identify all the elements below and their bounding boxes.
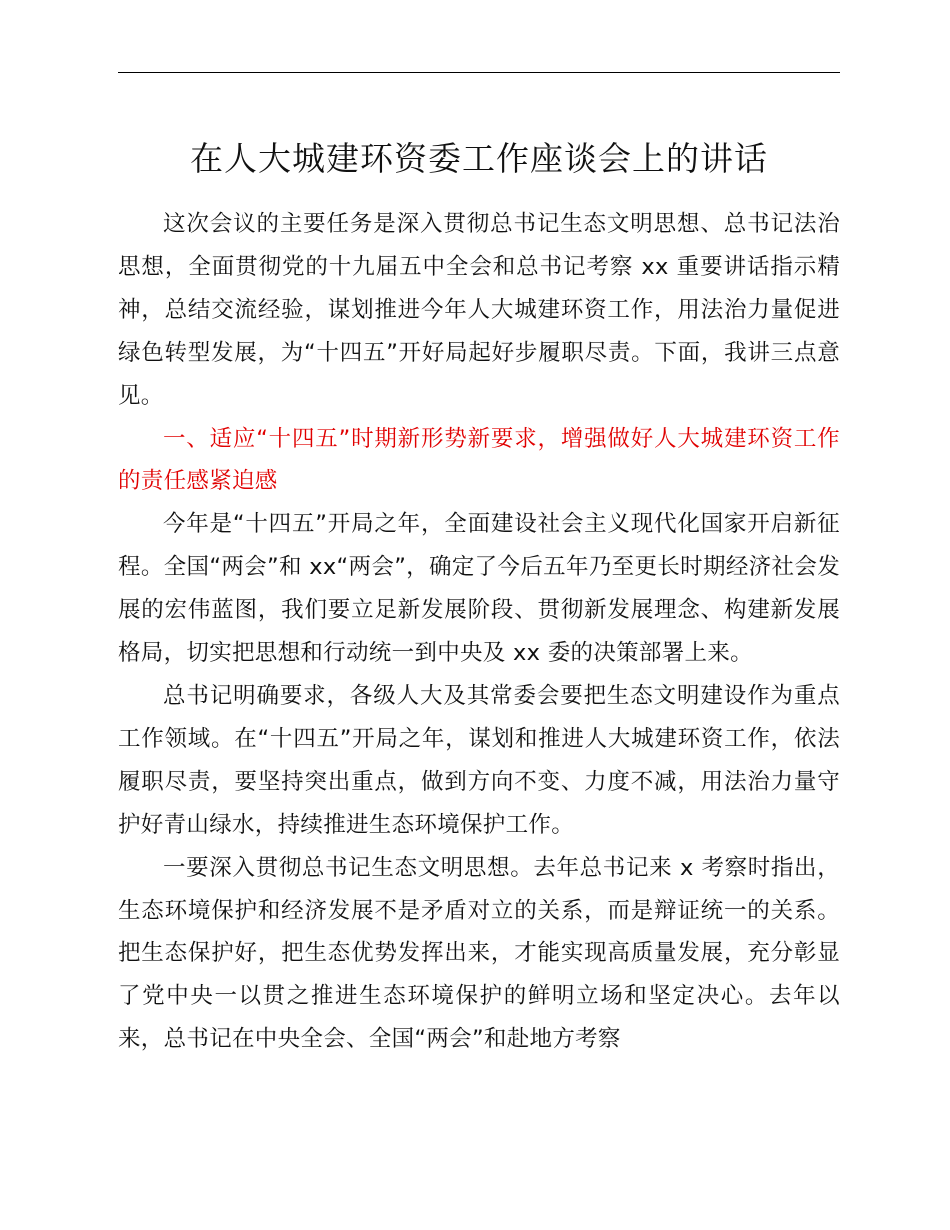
paragraph-requirement: 总书记明确要求，各级人大及其常委会要把生态文明建设作为重点工作领域。在“十四五”开局之年，谋划和推进人大城建环资工作，依法履职尽责，要坚持突出重点，做到方向不变、力度不减，用法治力量守护好青山绿水，持续推进生态环境保护工作。 (118, 682, 840, 838)
document-title: 在人大城建环资委工作座谈会上的讲话 (190, 139, 768, 178)
section-heading-1: 一、适应“十四五”时期新形势新要求，增强做好人大城建环资工作的责任感紧迫感 (118, 425, 840, 495)
header-rule (118, 72, 840, 73)
paragraph-new-year: 今年是“十四五”开局之年，全面建设社会主义现代化国家开启新征程。全国“两会”和 xx“两会”，确定了今后五年乃至更长时期经济社会发展的宏伟蓝图，我们要立足新发展阶段、贯彻新发展理念、构建新发展格局，切实把思想和行动统一到中央及 xx 委的决策部署上来。 (118, 511, 840, 667)
paragraph-point-one: 一要深入贯彻总书记生态文明思想。去年总书记来 x 考察时指出，生态环境保护和经济发展不是矛盾对立的关系，而是辩证统一的关系。把生态保护好，把生态优势发挥出来，才能实现高质量发展，充分彰显了党中央一以贯之推进生态环境保护的鲜明立场和坚定决心。去年以来，总书记在中央全会、全国“两会”和赴地方考察 (118, 854, 840, 1053)
document-body (118, 203, 840, 1061)
paragraph-intro: 这次会议的主要任务是深入贯彻总书记生态文明思想、总书记法治思想，全面贯彻党的十九届五中全会和总书记考察 xx 重要讲话指示精神，总结交流经验，谋划推进今年人大城建环资工作，用法治力量促进绿色转型发展，为“十四五”开好局起好步履职尽责。下面，我讲三点意见。 (118, 211, 840, 409)
